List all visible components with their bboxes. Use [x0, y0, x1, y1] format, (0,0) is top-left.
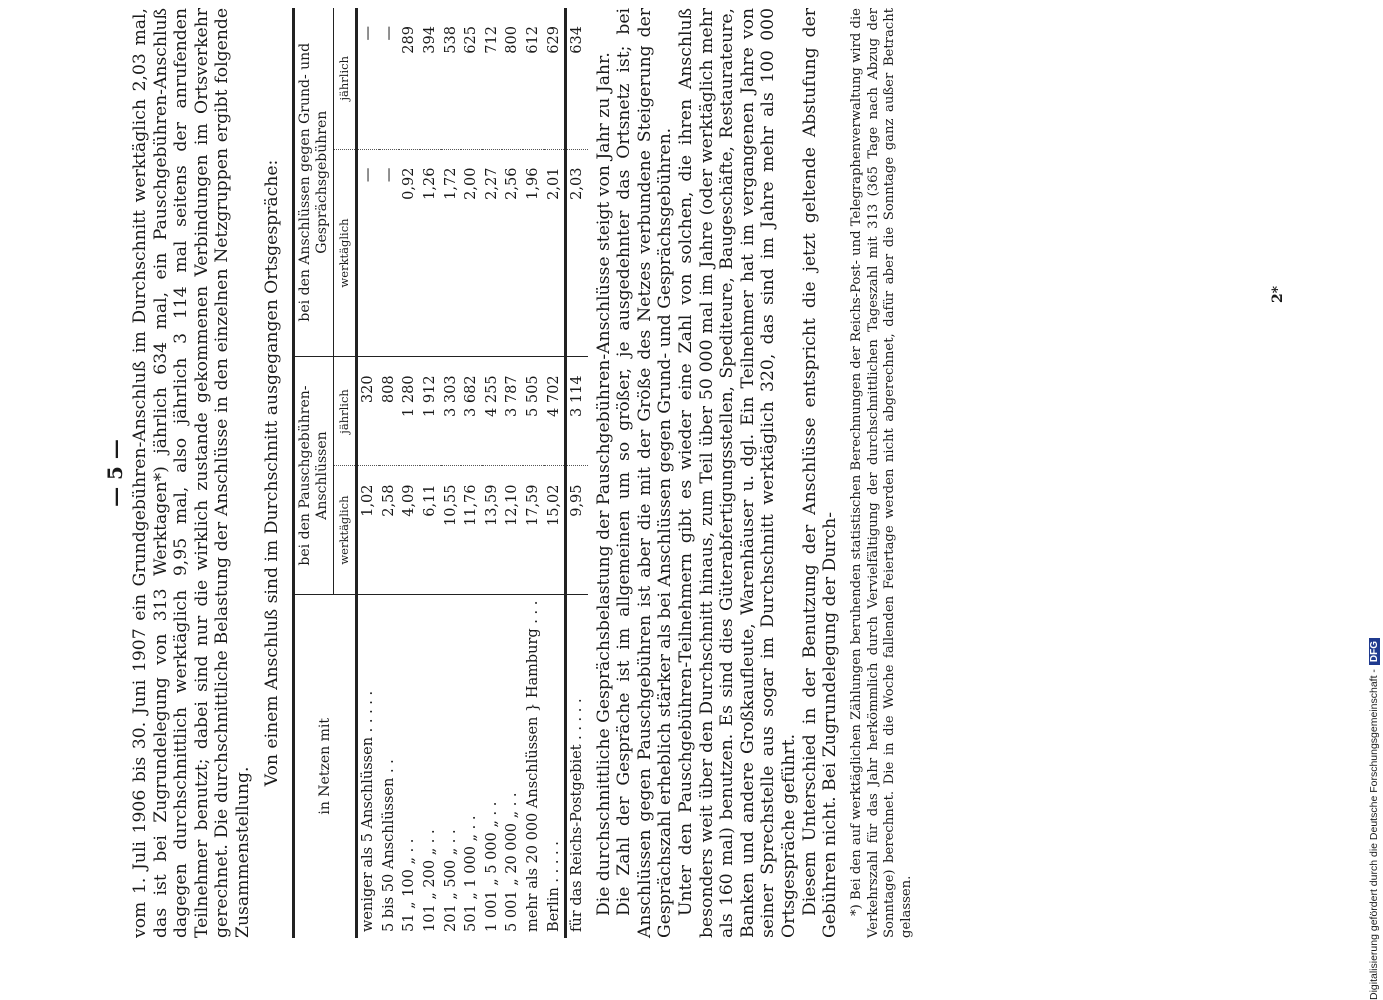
paragraph-3: Unter den Pauschgebühren-Teilnehmern gibt es wieder eine Zahl von solchen, die ihren Anschluß besonders weit über den Durchschnitt hinaus, zum Teil über 50 000 mal im Jahre (oder werktäglich mehr als 160 mal) benutzen. Es sind dies Güterabfertigungsstellen, Spediteure, Baugeschäfte, Restaurateure, Banken und andere Großkaufleute, Warenhäuser u. dgl. Ein Teilnehmer hat im vergangenen Jahre von seiner Sprechstelle aus sogar im Durchschnitt werktäglich 320, das sind im Jahre mehr als 100 000 Ortsgespräche geführt. [676, 8, 800, 938]
cell-g-jahr: — [379, 8, 400, 149]
cell-label: 5 001 „ 20 000 „ . . [504, 792, 521, 932]
cell-p-jahr: 5 505 [523, 357, 544, 466]
rotated-page [100, 8, 1280, 938]
table-row [502, 8, 523, 938]
cell-g-werk: 1,96 [523, 149, 544, 357]
cell-p-jahr: 808 [379, 357, 400, 466]
cell-label: 501 „ 1 000 „ . . [463, 815, 480, 932]
cell-p-jahr: 3 114 [566, 357, 588, 466]
cell-g-jahr: 625 [461, 8, 482, 149]
dfg-logo: DFG [1369, 638, 1380, 665]
sub-header-werktaeglich: werktäglich [334, 149, 357, 357]
cell-p-werk: 9,95 [566, 466, 588, 594]
cell-g-werk: 2,27 [482, 149, 503, 357]
cell-g-jahr: 289 [399, 8, 420, 149]
cell-label: 1 001 „ 5 000 „ . . [483, 801, 500, 932]
sub-header-jaehrlich: jährlich [334, 8, 357, 149]
cell-g-jahr: 538 [441, 8, 462, 149]
cell-label: 5 bis 50 Anschlüssen . . [380, 759, 397, 932]
col-header-grund: bei den Anschlüssen gegen Grund- und Gesprächsgebühren [294, 8, 334, 357]
cell-p-jahr: 3 682 [461, 357, 482, 466]
page-number: — 5 — [103, 439, 127, 507]
table-row [420, 8, 441, 938]
cell-label: Berlin . . . . . [545, 841, 562, 932]
cell-g-werk: — [379, 149, 400, 357]
cell-g-jahr: 634 [566, 8, 588, 149]
cell-label: weniger als 5 Anschlüssen . . . . . [360, 690, 377, 932]
paragraph-2: Die Zahl der Gespräche ist im allgemeinen um so größer, je ausgedehnter das Ortsnetz ist; bei Anschlüssen gegen Pauschgebühren ist aber die mit der Größe des Netzes verbundene Steigerung der Gesprächszahl erheblich stärker als bei Anschlüssen gegen Grund- und Gesprächsgebühren. [614, 8, 676, 938]
cell-g-werk: 2,01 [544, 149, 566, 357]
table-row [441, 8, 462, 938]
cell-p-werk: 4,09 [399, 466, 420, 594]
cell-g-werk: 2,00 [461, 149, 482, 357]
table-total-row [566, 8, 588, 938]
cell-p-werk: 17,59 [523, 466, 544, 594]
paragraph-heading: Die durchschnittliche Gesprächsbelastung der Pauschgebühren-Anschlüsse steigt von Jahr zu Jahr. [593, 52, 614, 916]
table-row [399, 8, 420, 938]
table-row [523, 8, 544, 938]
table-row [379, 8, 400, 938]
footnote-text: *) Bei den auf werktäglichen Zählungen beruhenden statistischen Berechnungen der Reichs-Post- und Telegraphenverwaltung wird die Verkehrszahl für das Jahr herkömmlich durch Vervielfältigung der durchschnittlichen Tageszahl mit 313 (365 Tage nach Abzug der Sonntage) berechnet. Die in die Woche fallenden Feiertage werden nicht abgerechnet, dafür aber die Sonntage ganz außer Betracht gelassen. [848, 8, 915, 938]
col-header-pausch: bei den Pauschgebühren-Anschlüssen [294, 357, 334, 594]
col-header-netze: in Netzen mit [316, 718, 333, 815]
table-row [461, 8, 482, 938]
cell-g-werk: 2,03 [566, 149, 588, 357]
cell-g-werk: — [357, 149, 379, 357]
cell-g-werk: 2,56 [502, 149, 523, 357]
cell-p-werk: 12,10 [502, 466, 523, 594]
cell-g-werk: 1,72 [441, 149, 462, 357]
cell-g-werk: 0,92 [399, 149, 420, 357]
cell-label: 201 „ 500 „ . . [442, 829, 459, 932]
cell-g-jahr: 629 [544, 8, 566, 149]
table-intro: Von einem Anschluß sind im Durchschnitt ausgegangen Ortsgespräche: [261, 159, 282, 787]
cell-g-jahr: 800 [502, 8, 523, 149]
intro-paragraph: vom 1. Juli 1906 bis 30. Juni 1907 ein Grundgebühren-Anschluß im Durchschnitt werktäglich 2,03 mal, das ist bei Zugrundelegung von 313 Werktagen*) jährlich 634 mal, ein Pauschgebühren-Anschluß dagegen durchschnittlich werktäglich 9,95 mal, also jährlich 3 114 mal seitens der anrufenden Teilnehmer benutzt; dabei sind nur die wirklich zustande gekommenen Verbindungen im Ortsverkehr gerechnet. Die durchschnittliche Belastung der Anschlüsse in den einzelnen Netzgruppen ergibt folgende Zusammenstellung. [130, 8, 253, 938]
cell-p-jahr: 4 702 [544, 357, 566, 466]
cell-p-werk: 1,02 [357, 466, 379, 594]
cell-p-werk: 11,76 [461, 466, 482, 594]
table-row [482, 8, 503, 938]
cell-p-werk: 13,59 [482, 466, 503, 594]
signature-mark: 2* [1270, 285, 1286, 303]
cell-p-werk: 6,11 [420, 466, 441, 594]
cell-g-werk: 1,26 [420, 149, 441, 357]
cell-p-jahr: 3 303 [441, 357, 462, 466]
footnote [849, 8, 916, 938]
cell-label: 51 „ 100 „ . . [401, 838, 418, 932]
dfg-credit-text: Digitalisierung gefördert durch die Deutsche Forschungsgemeinschaft - [1368, 669, 1380, 1000]
table-row [544, 8, 566, 938]
cell-p-jahr: 1 280 [399, 357, 420, 466]
cell-g-jahr: 612 [523, 8, 544, 149]
table-body [357, 8, 588, 938]
cell-g-jahr: 712 [482, 8, 503, 149]
table-row [357, 8, 379, 938]
cell-p-jahr: 4 255 [482, 357, 503, 466]
cell-label: für das Reichs-Postgebiet . . . . . [566, 594, 588, 938]
sub-header-werktaeglich: werktäglich [334, 466, 357, 594]
cell-label: 101 „ 200 „ . . [421, 829, 438, 932]
cell-p-werk: 10,55 [441, 466, 462, 594]
cell-g-jahr: — [357, 8, 379, 149]
cell-g-jahr: 394 [420, 8, 441, 149]
dfg-credit [1368, 10, 1380, 1000]
cell-label: mehr als 20 000 Anschlüssen } Hamburg . . . [524, 600, 541, 932]
cell-p-jahr: 1 912 [420, 357, 441, 466]
cell-p-jahr: 3 787 [502, 357, 523, 466]
cell-p-werk: 2,58 [379, 466, 400, 594]
sub-header-jaehrlich: jährlich [334, 357, 357, 466]
calls-table [292, 8, 588, 938]
cell-p-jahr: 320 [357, 357, 379, 466]
cell-p-werk: 15,02 [544, 466, 566, 594]
paragraph-4: Diesem Unterschied in der Benutzung der Anschlüsse entspricht die jetzt geltende Abstufung der Gebühren nicht. Bei Zugrundelegung der Durch- [799, 8, 841, 938]
